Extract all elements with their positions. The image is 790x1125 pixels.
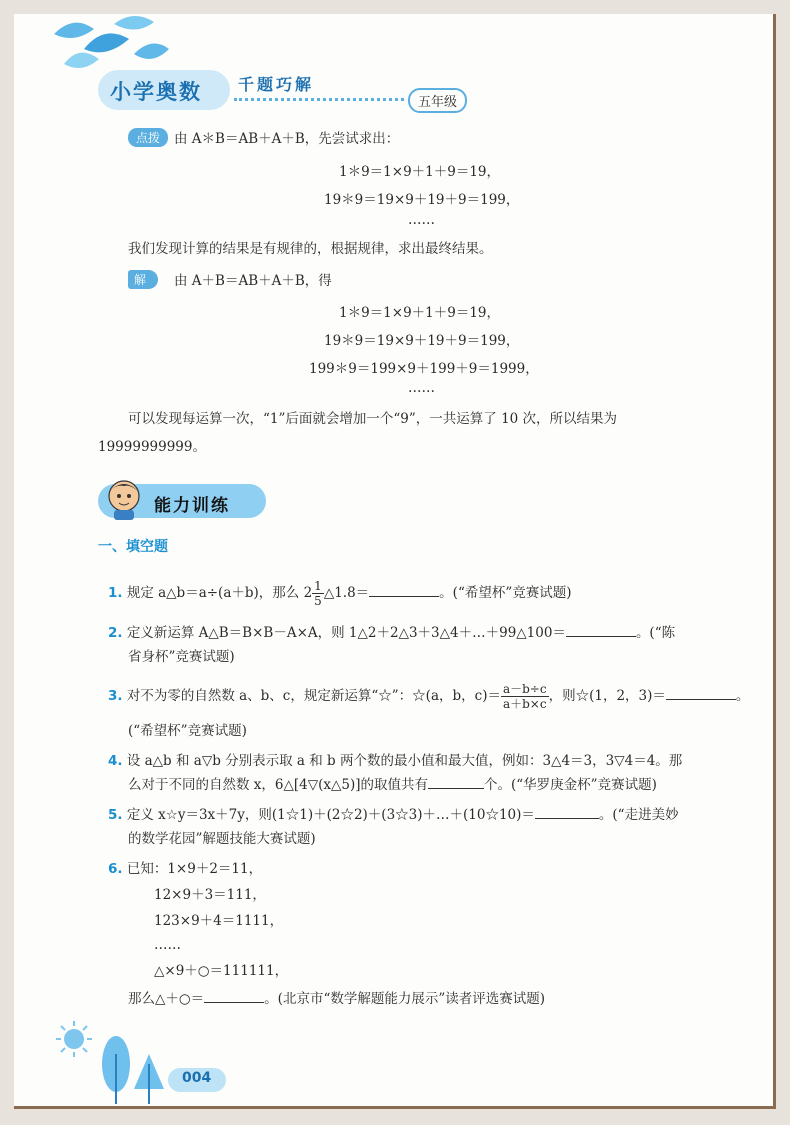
problem-3-line2: (“希望杯”竞赛试题): [128, 723, 247, 739]
jie-result-line2: 19999999999。: [98, 439, 206, 455]
page-number: 004: [182, 1070, 212, 1086]
jie-dots: ……: [408, 380, 435, 396]
fraction-numerator: 1: [314, 579, 322, 593]
problem-3: [108, 682, 749, 711]
fraction-denominator: a＋b×c: [502, 697, 547, 711]
problem-4-line2: [128, 776, 657, 794]
problem-1: [108, 579, 572, 608]
cartoon-boy-icon: [100, 476, 150, 522]
answer-blank[interactable]: [535, 806, 599, 819]
problem-text: △1.8＝: [323, 585, 370, 601]
book-title: 小学奥数: [110, 80, 202, 104]
problem-6: [108, 860, 262, 878]
problem-6-line3: 123×9＋4＝1111，: [154, 913, 284, 929]
section-heading: 一、填空题: [98, 539, 168, 555]
problem-6-dots: ……: [154, 937, 181, 953]
problem-2-line2: 省身杯”竞赛试题): [128, 649, 235, 665]
problem-number: 6.: [108, 861, 123, 877]
answer-blank[interactable]: [428, 776, 484, 789]
problem-source: 。(“走进美妙: [598, 807, 679, 823]
problem-text: 对不为零的自然数 a、b、c，规定新运算“☆”：☆(a，b，c)＝: [126, 688, 501, 704]
problem-number: 3.: [108, 688, 123, 704]
dianbo-dots: ……: [408, 212, 435, 228]
problem-text: 。: [735, 688, 750, 704]
problem-text: ，则☆(1，2，3)＝: [548, 688, 666, 704]
problem-text: 定义新运算 A△B＝B×B－A×A，则 1△2＋2△3＋3△4＋…＋99△100＝: [126, 625, 566, 641]
jie-eq3: 199＊9＝199×9＋199＋9＝1999，: [309, 361, 539, 377]
header-rule: [234, 98, 404, 101]
answer-blank[interactable]: [566, 624, 636, 637]
dianbo-eq2: 19＊9＝19×9＋19＋9＝199，: [324, 192, 520, 208]
sun-icon: [54, 1019, 94, 1059]
jie-result-line1: 可以发现每运算一次，“1”后面就会增加一个“9”，一共运算了 10 次，所以结果为: [128, 411, 618, 427]
problem-number: 4.: [108, 753, 123, 769]
training-title: 能力训练: [154, 496, 230, 516]
problem-text: 定义 x☆y＝3x＋7y，则(1☆1)＋(2☆2)＋(3☆3)＋…＋(10☆10)＝: [126, 807, 535, 823]
problem-text: 规定 a△b＝a÷(a＋b)，那么 2: [126, 585, 313, 601]
problem-source: 。(“希望杯”竞赛试题): [439, 585, 572, 601]
fraction-numerator: a－b÷c: [502, 682, 547, 696]
problem-5-line2: 的数学花园”解题技能大赛试题): [128, 831, 316, 847]
jie-eq1: 1＊9＝1×9＋1＋9＝19，: [339, 305, 501, 321]
dianbo-conclusion: 我们发现计算的结果是有规律的，根据规律，求出最终结果。: [128, 241, 493, 257]
fraction: [312, 579, 324, 608]
grade-label: 五年级: [408, 88, 467, 113]
answer-blank[interactable]: [204, 990, 264, 1003]
problem-text: 设 a△b 和 a▽b 分别表示取 a 和 b 两个数的最小值和最大值，例如：3△4＝3，3▽4＝4。那: [126, 753, 683, 769]
answer-blank[interactable]: [369, 584, 439, 597]
dianbo-badge: 点拨: [128, 128, 168, 147]
page: [14, 14, 776, 1109]
problem-number: 5.: [108, 807, 123, 823]
fraction-denominator: 5: [314, 594, 322, 608]
problem-6-line4: △×9＋○＝111111，: [154, 963, 289, 979]
fraction: [501, 682, 549, 711]
problem-source: 。(“陈: [635, 625, 676, 641]
trees-decoration: [94, 1034, 174, 1106]
subtitle: 千题巧解: [238, 75, 315, 94]
dianbo-eq1: 1＊9＝1×9＋1＋9＝19，: [339, 164, 501, 180]
problem-text: 那么△＋○＝: [128, 991, 205, 1007]
jie-badge: 解: [128, 270, 158, 289]
jie-intro: 由 A＋B＝AB＋A＋B，得: [174, 273, 332, 289]
problem-text: 么对于不同的自然数 x，6△[4▽(x△5)]的取值共有: [128, 777, 428, 793]
problem-5: [108, 806, 679, 824]
problem-2: [108, 624, 675, 642]
problem-6-line2: 12×9＋3＝111，: [154, 887, 266, 903]
problem-4: [108, 752, 682, 770]
problem-source: 个。(“华罗庚金杯”竞赛试题): [484, 777, 657, 793]
problem-number: 1.: [108, 585, 123, 601]
problem-source: 。(北京市“数学解题能力展示”读者评选赛试题): [264, 991, 546, 1007]
dianbo-intro: 由 A＊B＝AB＋A＋B，先尝试求出：: [174, 131, 400, 147]
answer-blank[interactable]: [666, 687, 736, 700]
problem-text: 已知：1×9＋2＝11，: [126, 861, 263, 877]
problem-number: 2.: [108, 625, 123, 641]
problem-6-answer: [128, 990, 545, 1008]
jie-eq2: 19＊9＝19×9＋19＋9＝199，: [324, 333, 520, 349]
